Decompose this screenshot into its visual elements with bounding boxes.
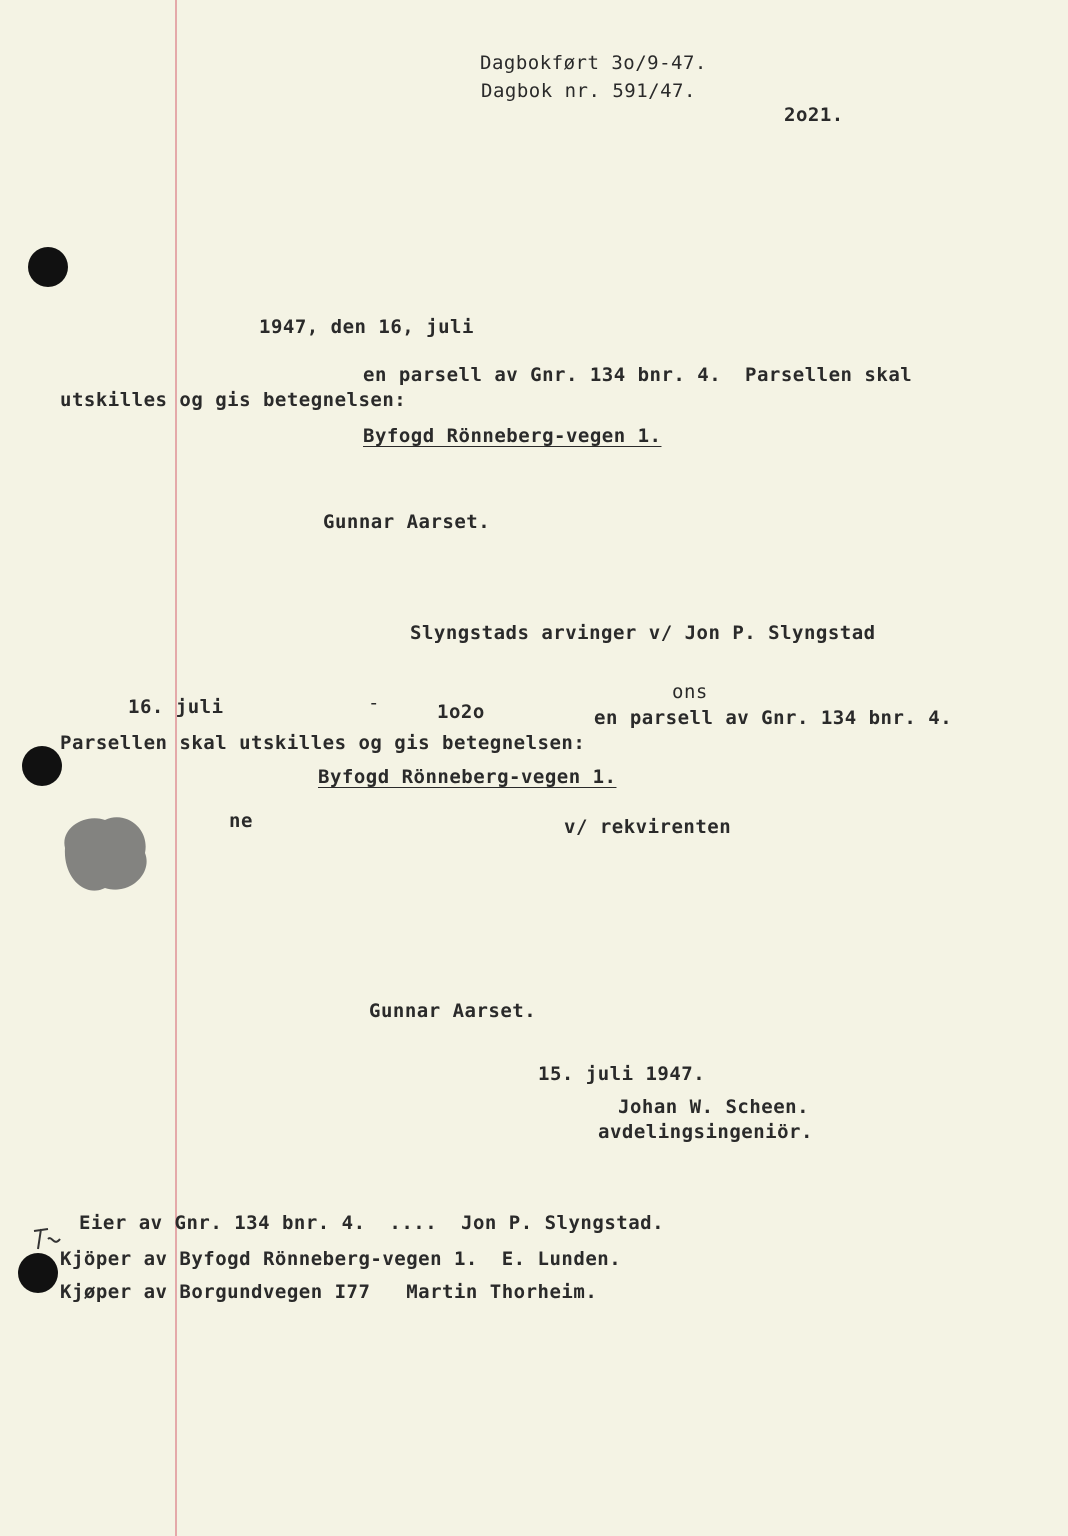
punch-hole-middle xyxy=(22,746,62,786)
footer-line1: Eier av Gnr. 134 bnr. 4. .... Jon P. Slyngstad. xyxy=(79,1212,665,1234)
section2-dash: - xyxy=(368,692,380,714)
punch-hole-bottom xyxy=(18,1253,58,1293)
section1-date: 1947, den 16, juli xyxy=(259,316,474,338)
section3-signer: Gunnar Aarset. xyxy=(369,1000,537,1022)
section2-line1: en parsell av Gnr. 134 bnr. 4. xyxy=(594,707,953,729)
punch-hole-top xyxy=(28,247,68,287)
footer-line3: Kjøper av Borgundvegen I77 Martin Thorheim. xyxy=(60,1281,598,1303)
section1-line2: utskilles og gis betegnelsen: xyxy=(60,389,407,411)
heirs-line: Slyngstads arvinger v/ Jon P. Slyngstad xyxy=(410,622,876,644)
section2-line2: Parsellen skal utskilles og gis betegnelsen: xyxy=(60,732,586,754)
page-number: 2o21. xyxy=(784,104,844,126)
section1-signer: Gunnar Aarset. xyxy=(323,511,491,533)
ons-note: ons xyxy=(672,681,708,703)
section2-amount: 1o2o xyxy=(437,701,485,723)
section3-name: Johan W. Scheen. xyxy=(618,1096,810,1118)
section2-designation: Byfogd Rönneberg-vegen 1. xyxy=(318,766,617,788)
registered-date: Dagbokført 3o/9-47. xyxy=(480,52,707,74)
ink-smudge xyxy=(55,808,155,898)
footer-line2: Kjöper av Byfogd Rönneberg-vegen 1. E. Lunden. xyxy=(60,1248,622,1270)
section2-ne: ne xyxy=(229,810,253,832)
journal-number: Dagbok nr. 591/47. xyxy=(481,80,696,102)
section2-rekvirenten: v/ rekvirenten xyxy=(564,816,732,838)
section3-title: avdelingsingeniör. xyxy=(598,1121,813,1143)
section1-designation: Byfogd Rönneberg-vegen 1. xyxy=(363,425,662,447)
section3-date: 15. juli 1947. xyxy=(538,1063,706,1085)
section1-line1: en parsell av Gnr. 134 bnr. 4. Parsellen skal xyxy=(363,364,913,386)
section2-date: 16. juli xyxy=(128,696,224,718)
margin-rule xyxy=(175,0,177,1536)
